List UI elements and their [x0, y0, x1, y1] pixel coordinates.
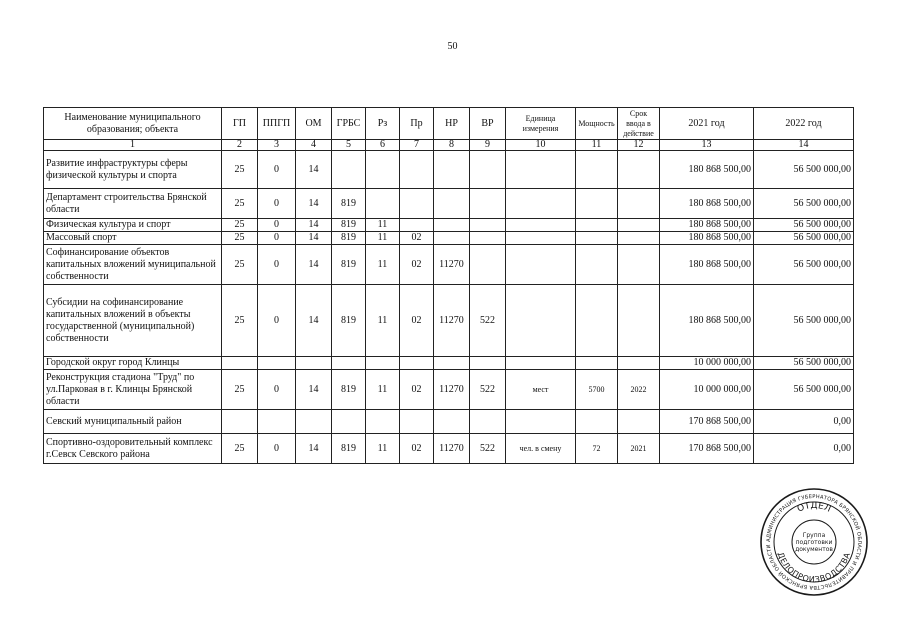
cell-name: Департамент строительства Брянской области: [44, 189, 222, 219]
cell-term: [618, 285, 660, 357]
cell-nr: 11270: [434, 434, 470, 464]
cell-term: [618, 232, 660, 245]
cell-term: [618, 151, 660, 189]
cell-gp: 25: [222, 151, 258, 189]
column-index: 9: [470, 140, 506, 151]
cell-rz: 11: [366, 219, 400, 232]
column-index: 10: [506, 140, 576, 151]
cell-rz: [366, 410, 400, 434]
cell-grbs: 819: [332, 434, 366, 464]
cell-ppgp: 0: [258, 219, 296, 232]
table-row: [44, 151, 854, 189]
cell-unit: чел. в смену: [506, 434, 576, 464]
cell-term: [618, 357, 660, 370]
header-ppgp: ППГП: [258, 108, 296, 140]
cell-name: Массовый спорт: [44, 232, 222, 245]
cell-vr: 522: [470, 434, 506, 464]
cell-vr: 522: [470, 285, 506, 357]
cell-term: [618, 245, 660, 285]
cell-unit: мест: [506, 370, 576, 410]
stamp-text: подготовки: [795, 539, 833, 546]
header-unit: Единица измерения: [506, 108, 576, 140]
cell-rz: 11: [366, 370, 400, 410]
cell-name: Развитие инфраструктуры сферы физической культуры и спорта: [44, 151, 222, 189]
cell-y2021: 170 868 500,00: [660, 410, 754, 434]
page-number: 50: [447, 41, 458, 52]
official-stamp: [759, 487, 869, 597]
table-row: [44, 370, 854, 410]
cell-vr: [470, 151, 506, 189]
cell-nr: [434, 151, 470, 189]
cell-grbs: 819: [332, 219, 366, 232]
cell-vr: [470, 232, 506, 245]
cell-pr: 02: [400, 370, 434, 410]
cell-ppgp: 0: [258, 189, 296, 219]
cell-vr: [470, 189, 506, 219]
column-index: 14: [754, 140, 854, 151]
header-2022: 2022 год: [754, 108, 854, 140]
cell-term: [618, 189, 660, 219]
table-row: [44, 410, 854, 434]
cell-unit: [506, 232, 576, 245]
cell-pr: 02: [400, 434, 434, 464]
cell-y2021: 180 868 500,00: [660, 232, 754, 245]
cell-ppgp: 0: [258, 151, 296, 189]
cell-y2021: 180 868 500,00: [660, 285, 754, 357]
header-grbs: ГРБС: [332, 108, 366, 140]
cell-unit: [506, 151, 576, 189]
cell-name: Софинансирование объектов капитальных вложений муниципальной собственности: [44, 245, 222, 285]
cell-vr: [470, 219, 506, 232]
cell-pr: 02: [400, 245, 434, 285]
cell-y2021: 180 868 500,00: [660, 189, 754, 219]
header-name: Наименование муниципального образования; объекта: [44, 108, 222, 140]
table-row: [44, 285, 854, 357]
cell-rz: [366, 189, 400, 219]
cell-vr: [470, 245, 506, 285]
cell-term: [618, 219, 660, 232]
cell-om: 14: [296, 245, 332, 285]
cell-y2022: 56 500 000,00: [754, 151, 854, 189]
cell-nr: [434, 357, 470, 370]
cell-gp: 25: [222, 370, 258, 410]
cell-ppgp: 0: [258, 434, 296, 464]
column-index: 8: [434, 140, 470, 151]
cell-om: 14: [296, 219, 332, 232]
column-index: 13: [660, 140, 754, 151]
column-index: 2: [222, 140, 258, 151]
table-row: [44, 219, 854, 232]
cell-gp: 25: [222, 285, 258, 357]
cell-pr: [400, 357, 434, 370]
cell-pr: [400, 410, 434, 434]
cell-capacity: [576, 357, 618, 370]
column-index: 7: [400, 140, 434, 151]
stamp-text: Группа: [802, 532, 826, 539]
cell-grbs: 819: [332, 232, 366, 245]
cell-ppgp: 0: [258, 245, 296, 285]
cell-name: Севский муниципальный район: [44, 410, 222, 434]
column-index: 11: [576, 140, 618, 151]
cell-capacity: [576, 285, 618, 357]
cell-pr: 02: [400, 285, 434, 357]
cell-om: 14: [296, 434, 332, 464]
cell-gp: 25: [222, 434, 258, 464]
cell-gp: 25: [222, 245, 258, 285]
cell-rz: [366, 357, 400, 370]
cell-grbs: 819: [332, 370, 366, 410]
cell-rz: [366, 151, 400, 189]
cell-y2022: 56 500 000,00: [754, 357, 854, 370]
cell-unit: [506, 357, 576, 370]
cell-name: Физическая культура и спорт: [44, 219, 222, 232]
cell-nr: 11270: [434, 370, 470, 410]
cell-y2022: 56 500 000,00: [754, 370, 854, 410]
column-index-row: [44, 140, 854, 151]
header-pr: Пр: [400, 108, 434, 140]
cell-y2022: 56 500 000,00: [754, 245, 854, 285]
cell-unit: [506, 245, 576, 285]
cell-grbs: 819: [332, 245, 366, 285]
column-index: 5: [332, 140, 366, 151]
header-gp: ГП: [222, 108, 258, 140]
table-row: [44, 357, 854, 370]
stamp-text: документов: [795, 546, 833, 553]
table-row: [44, 189, 854, 219]
svg-text:ОТДЕЛ: [796, 501, 832, 515]
cell-capacity: [576, 189, 618, 219]
cell-gp: [222, 357, 258, 370]
cell-pr: 02: [400, 232, 434, 245]
cell-grbs: [332, 410, 366, 434]
column-index: 1: [44, 140, 222, 151]
cell-y2021: 170 868 500,00: [660, 434, 754, 464]
cell-gp: 25: [222, 189, 258, 219]
header-capacity: Мощность: [576, 108, 618, 140]
cell-om: [296, 410, 332, 434]
table-row: [44, 434, 854, 464]
cell-rz: 11: [366, 232, 400, 245]
cell-rz: 11: [366, 285, 400, 357]
cell-ppgp: [258, 357, 296, 370]
column-index: 12: [618, 140, 660, 151]
cell-ppgp: [258, 410, 296, 434]
header-vr: ВР: [470, 108, 506, 140]
cell-nr: [434, 219, 470, 232]
cell-nr: [434, 410, 470, 434]
header-term: Срок ввода в действие: [618, 108, 660, 140]
column-index: 6: [366, 140, 400, 151]
cell-capacity: 72: [576, 434, 618, 464]
cell-term: 2021: [618, 434, 660, 464]
cell-vr: [470, 410, 506, 434]
cell-name: Городской округ город Клинцы: [44, 357, 222, 370]
cell-capacity: 5700: [576, 370, 618, 410]
cell-y2021: 10 000 000,00: [660, 357, 754, 370]
cell-y2022: 56 500 000,00: [754, 285, 854, 357]
cell-pr: [400, 189, 434, 219]
cell-unit: [506, 219, 576, 232]
cell-nr: [434, 232, 470, 245]
header-rz: Рз: [366, 108, 400, 140]
cell-y2022: 56 500 000,00: [754, 219, 854, 232]
cell-capacity: [576, 245, 618, 285]
cell-om: 14: [296, 370, 332, 410]
cell-name: Спортивно-оздоровительный комплекс г.Севск Севского района: [44, 434, 222, 464]
stamp-seal-icon: [759, 487, 869, 597]
cell-name: Субсидии на софинансирование капитальных вложений в объекты государственной (муниципальной) собственности: [44, 285, 222, 357]
header-row: [44, 108, 854, 140]
cell-y2022: 0,00: [754, 410, 854, 434]
header-nr: НР: [434, 108, 470, 140]
stamp-text: АДМИНИСТРАЦИЯ ГУБЕРНАТОРА БРЯНСКОЙ ОБЛАСТИ И ПРАВИТЕЛЬСТВА БРЯНСКОЙ ОБЛАСТИ: [765, 493, 863, 591]
cell-y2022: 56 500 000,00: [754, 232, 854, 245]
cell-gp: 25: [222, 219, 258, 232]
cell-name: Реконструкция стадиона "Труд" по ул.Парковая в г. Клинцы Брянской области: [44, 370, 222, 410]
header-2021: 2021 год: [660, 108, 754, 140]
cell-nr: 11270: [434, 285, 470, 357]
cell-y2021: 180 868 500,00: [660, 245, 754, 285]
table-row: [44, 245, 854, 285]
cell-capacity: [576, 151, 618, 189]
table-row: [44, 232, 854, 245]
cell-y2021: 10 000 000,00: [660, 370, 754, 410]
cell-grbs: [332, 151, 366, 189]
cell-term: [618, 410, 660, 434]
cell-ppgp: 0: [258, 232, 296, 245]
cell-vr: 522: [470, 370, 506, 410]
cell-rz: 11: [366, 434, 400, 464]
cell-capacity: [576, 410, 618, 434]
cell-unit: [506, 410, 576, 434]
cell-ppgp: 0: [258, 370, 296, 410]
cell-gp: [222, 410, 258, 434]
cell-om: 14: [296, 232, 332, 245]
cell-nr: [434, 189, 470, 219]
cell-capacity: [576, 219, 618, 232]
column-index: 4: [296, 140, 332, 151]
cell-vr: [470, 357, 506, 370]
cell-grbs: [332, 357, 366, 370]
cell-nr: 11270: [434, 245, 470, 285]
cell-y2021: 180 868 500,00: [660, 151, 754, 189]
cell-y2021: 180 868 500,00: [660, 219, 754, 232]
cell-om: 14: [296, 285, 332, 357]
cell-gp: 25: [222, 232, 258, 245]
cell-ppgp: 0: [258, 285, 296, 357]
cell-y2022: 56 500 000,00: [754, 189, 854, 219]
cell-grbs: 819: [332, 189, 366, 219]
cell-grbs: 819: [332, 285, 366, 357]
stamp-text: ОТДЕЛ: [795, 500, 833, 515]
cell-om: 14: [296, 189, 332, 219]
budget-table: [43, 107, 854, 464]
cell-om: [296, 357, 332, 370]
cell-capacity: [576, 232, 618, 245]
cell-term: 2022: [618, 370, 660, 410]
column-index: 3: [258, 140, 296, 151]
cell-unit: [506, 189, 576, 219]
header-om: ОМ: [296, 108, 332, 140]
stamp-text: ДЕЛОПРОИЗВОДСТВА: [775, 551, 853, 585]
cell-om: 14: [296, 151, 332, 189]
cell-pr: [400, 151, 434, 189]
cell-y2022: 0,00: [754, 434, 854, 464]
cell-unit: [506, 285, 576, 357]
cell-rz: 11: [366, 245, 400, 285]
cell-pr: [400, 219, 434, 232]
